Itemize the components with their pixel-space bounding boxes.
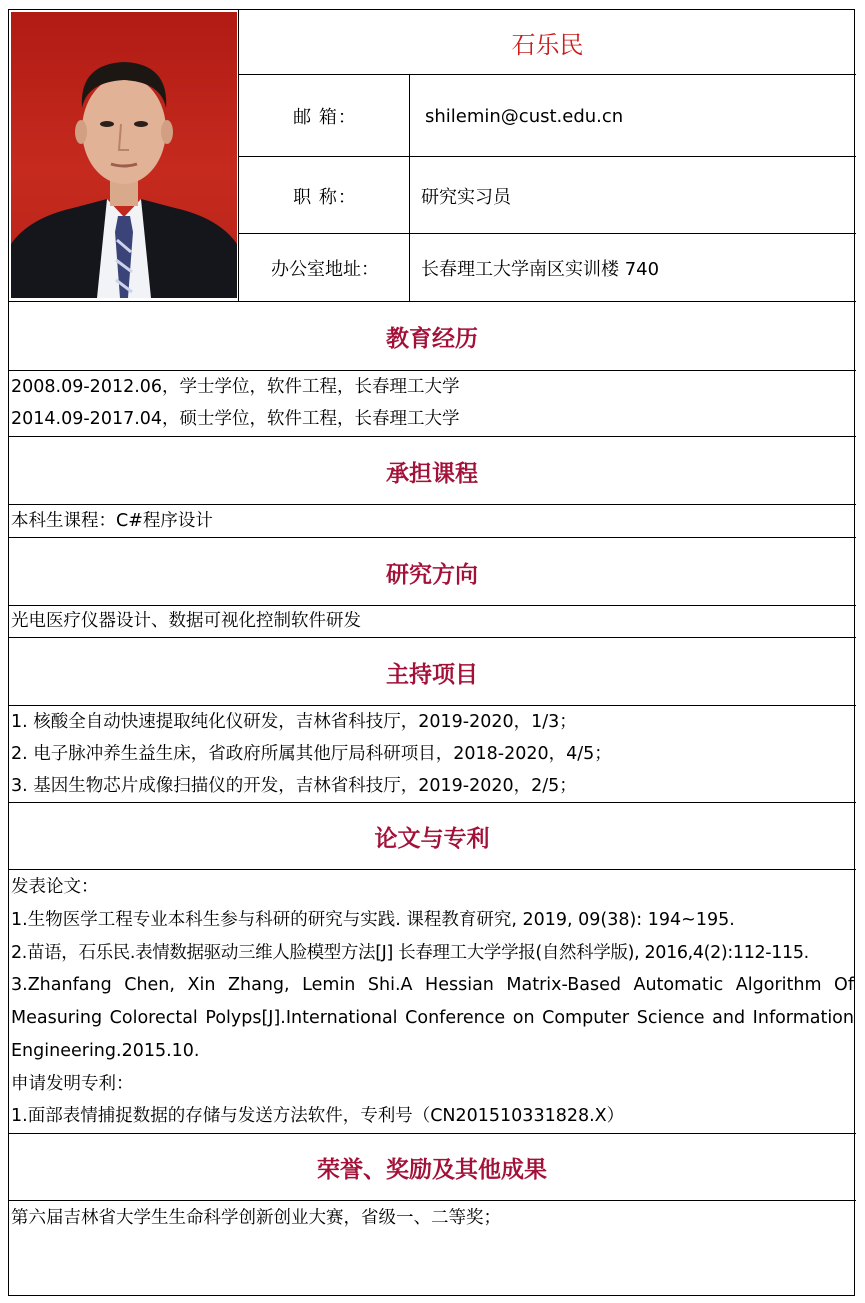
research-entry: 光电医疗仪器设计、数据可视化控制软件研发 [11, 611, 361, 631]
education-entry: 2008.09-2012.06，学士学位，软件工程，长春理工大学 [11, 377, 460, 397]
email-label: 邮 箱： [293, 107, 357, 128]
divider [8, 301, 856, 302]
patent-entry: 1.面部表情捕捉数据的存储与发送方法软件，专利号（CN201510331828.X） [11, 1106, 625, 1126]
paper-entry: 1.生物医学工程专业本科生参与科研的研究与实践. 课程教育研究, 2019, 09(38): 194~195. [11, 910, 735, 930]
paper-entry: 2.苗语，石乐民.表情数据驱动三维人脸模型方法[J] 长春理工大学学报(自然科学版), 2016,4(2):112-115. [11, 943, 809, 963]
papers-heading: 论文与专利 [374, 826, 490, 852]
person-name: 石乐民 [511, 30, 584, 59]
research-heading: 研究方向 [386, 561, 478, 588]
project-entry: 1. 核酸全自动快速提取纯化仪研发，吉林省科技厅，2019-2020，1/3； [11, 712, 577, 732]
title-label: 职 称： [293, 186, 357, 208]
portrait-image [11, 12, 237, 298]
divider [238, 233, 856, 234]
honor-entry: 第六届吉林省大学生生命科学创新创业大赛，省级一、二等奖； [11, 1208, 501, 1228]
paper-entry: Measuring Colorectal Polyps[J].International Conference on Computer Science and Information [11, 1008, 854, 1028]
divider [8, 1133, 856, 1134]
honors-heading: 荣誉、奖励及其他成果 [317, 1157, 547, 1183]
divider [8, 869, 856, 870]
divider [238, 156, 856, 157]
divider [8, 436, 856, 437]
papers-subheading: 发表论文： [11, 877, 99, 897]
education-heading: 教育经历 [386, 326, 478, 352]
divider [238, 74, 856, 75]
projects-heading: 主持项目 [386, 661, 478, 688]
paper-entry: 3.Zhanfang Chen, Xin Zhang, Lemin Shi.A Hessian Matrix-Based Automatic Algorithm Of [11, 975, 854, 995]
divider [8, 1200, 856, 1201]
courses-heading: 承担课程 [386, 460, 478, 487]
paper-entry: Engineering.2015.10. [11, 1041, 200, 1061]
project-entry: 2. 电子脉冲养生益生床，省政府所属其他厅局科研项目，2018-2020，4/5； [11, 744, 612, 764]
patents-subheading: 申请发明专利： [11, 1074, 134, 1094]
education-entry: 2014.09-2017.04，硕士学位，软件工程，长春理工大学 [11, 409, 460, 429]
title-value: 研究实习员 [421, 186, 511, 208]
office-value: 长春理工大学南区实训楼 740 [421, 259, 660, 280]
project-entry: 3. 基因生物芯片成像扫描仪的开发，吉林省科技厅，2019-2020，2/5； [11, 776, 577, 796]
profile-photo [11, 12, 237, 298]
office-label: 办公室地址： [271, 259, 379, 280]
email-value: shilemin@cust.edu.cn [425, 105, 624, 127]
course-entry: 本科生课程：C#程序设计 [11, 511, 213, 531]
photo-divider [238, 9, 239, 301]
